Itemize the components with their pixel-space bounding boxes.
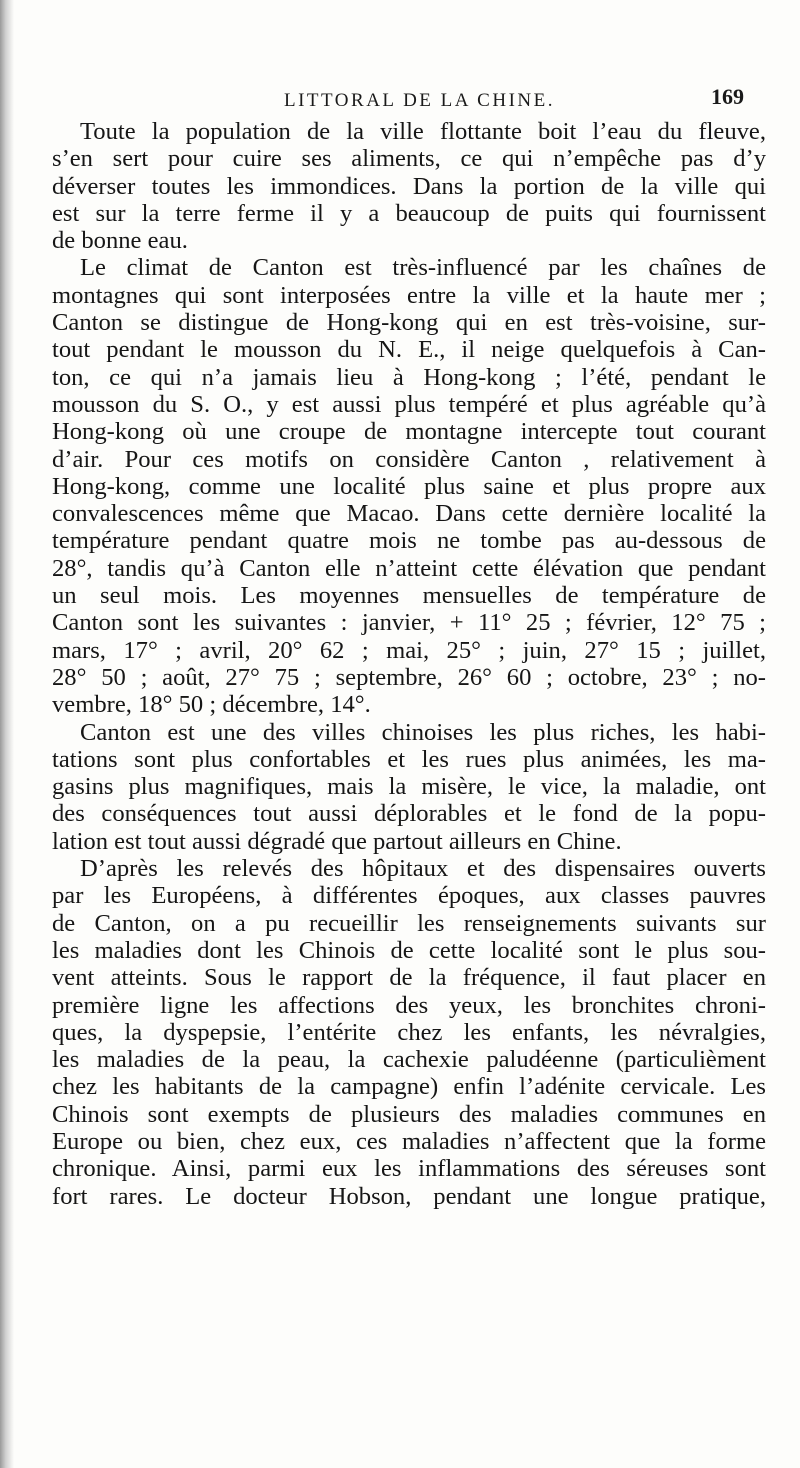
text-line: déverser toutes les immondices. Dans la portion de la ville qui — [52, 172, 766, 200]
text-line: Europe ou bien, chez eux, ces maladies n’affectent que la forme — [52, 1127, 766, 1155]
body-text — [52, 118, 766, 1210]
text-line: s’en sert pour cuire ses aliments, ce qui n’empêche pas d’y — [52, 145, 766, 173]
text-line: Canton sont les suivantes : janvier, + 11° 25 ; février, 12° 75 ; — [52, 609, 766, 637]
paragraph-canton-city — [52, 719, 766, 855]
paragraph-water — [52, 118, 766, 254]
text-line: lation est tout aussi dégradé que partout ailleurs en Chine. — [52, 827, 622, 855]
text-line: par les Européens, à différentes époques, aux classes pauvres — [52, 882, 766, 910]
text-line: 28° 50 ; août, 27° 75 ; septembre, 26° 60 ; octobre, 23° ; no- — [52, 663, 766, 691]
text-line: des conséquences tout aussi déplorables et le fond de la popu- — [52, 800, 766, 828]
text-line: un seul mois. Les moyennes mensuelles de température de — [52, 582, 766, 610]
text-line: mousson du S. O., y est aussi plus tempéré et plus agréable qu’à — [52, 390, 766, 418]
text-line: montagnes qui sont interposées entre la ville et la haute mer ; — [52, 281, 766, 309]
text-line: convalescences même que Macao. Dans cette dernière localité la — [52, 500, 766, 528]
text-line: gasins plus magnifiques, mais la misère, le vice, la maladie, ont — [52, 773, 766, 801]
text-line: de Canton, on a pu recueillir les renseignements suivants sur — [52, 909, 766, 937]
running-title: LITTORAL DE LA CHINE. — [284, 90, 555, 111]
paragraph-diseases — [52, 855, 766, 1210]
text-line: Canton se distingue de Hong-kong qui en est très-voisine, sur- — [52, 309, 766, 337]
text-line: Hong-kong, comme une localité plus saine et plus propre aux — [52, 472, 766, 500]
text-line: vent atteints. Sous le rapport de la fréquence, il faut placer en — [52, 964, 766, 992]
text-line: Hong-kong où une croupe de montagne intercepte tout courant — [52, 418, 766, 446]
text-line: 28°, tandis qu’à Canton elle n’atteint cette élévation que pendant — [52, 554, 766, 582]
page-number: 169 — [711, 84, 744, 109]
text-line: tations sont plus confortables et les rues plus animées, les ma- — [52, 745, 766, 773]
text-line: mars, 17° ; avril, 20° 62 ; mai, 25° ; juin, 27° 15 ; juillet, — [52, 636, 766, 664]
text-line: Chinois sont exempts de plusieurs des maladies communes en — [52, 1100, 766, 1128]
text-line: est sur la terre ferme il y a beaucoup de puits qui fournissent — [52, 199, 766, 227]
text-line: de bonne eau. — [52, 227, 188, 255]
page-header — [0, 84, 800, 114]
text-line: Toute la population de la ville flottante boit l’eau du fleuve, — [80, 118, 766, 145]
text-line: fort rares. Le docteur Hobson, pendant une longue pratique, — [52, 1182, 766, 1210]
text-line: les maladies dont les Chinois de cette localité sont le plus sou- — [52, 936, 766, 964]
paragraph-climate — [52, 254, 766, 718]
text-line: Le climat de Canton est très-influencé par les chaînes de — [80, 254, 766, 282]
text-line: chronique. Ainsi, parmi eux les inflammations des séreuses sont — [52, 1155, 766, 1183]
text-line: tout pendant le mousson du N. E., il neige quelquefois à Can- — [52, 336, 766, 364]
text-line: chez les habitants de la campagne) enfin l’adénite cervicale. Les — [52, 1073, 766, 1101]
text-line: première ligne les affections des yeux, les bronchites chroni- — [52, 991, 766, 1019]
text-line: D’après les relevés des hôpitaux et des dispensaires ouverts — [80, 855, 766, 883]
text-line: ques, la dyspepsie, l’entérite chez les enfants, les névralgies, — [52, 1018, 766, 1046]
text-line: température pendant quatre mois ne tombe pas au-dessous de — [52, 527, 766, 555]
text-line: vembre, 18° 50 ; décembre, 14°. — [52, 691, 371, 719]
text-line: ton, ce qui n’a jamais lieu à Hong-kong ; l’été, pendant le — [52, 363, 766, 391]
text-line: Canton est une des villes chinoises les plus riches, les habi- — [80, 718, 766, 746]
text-line: d’air. Pour ces motifs on considère Canton , relativement à — [52, 445, 766, 473]
page-edge-shadow — [0, 0, 14, 1468]
text-line: les maladies de la peau, la cachexie paludéenne (particulièment — [52, 1046, 766, 1074]
